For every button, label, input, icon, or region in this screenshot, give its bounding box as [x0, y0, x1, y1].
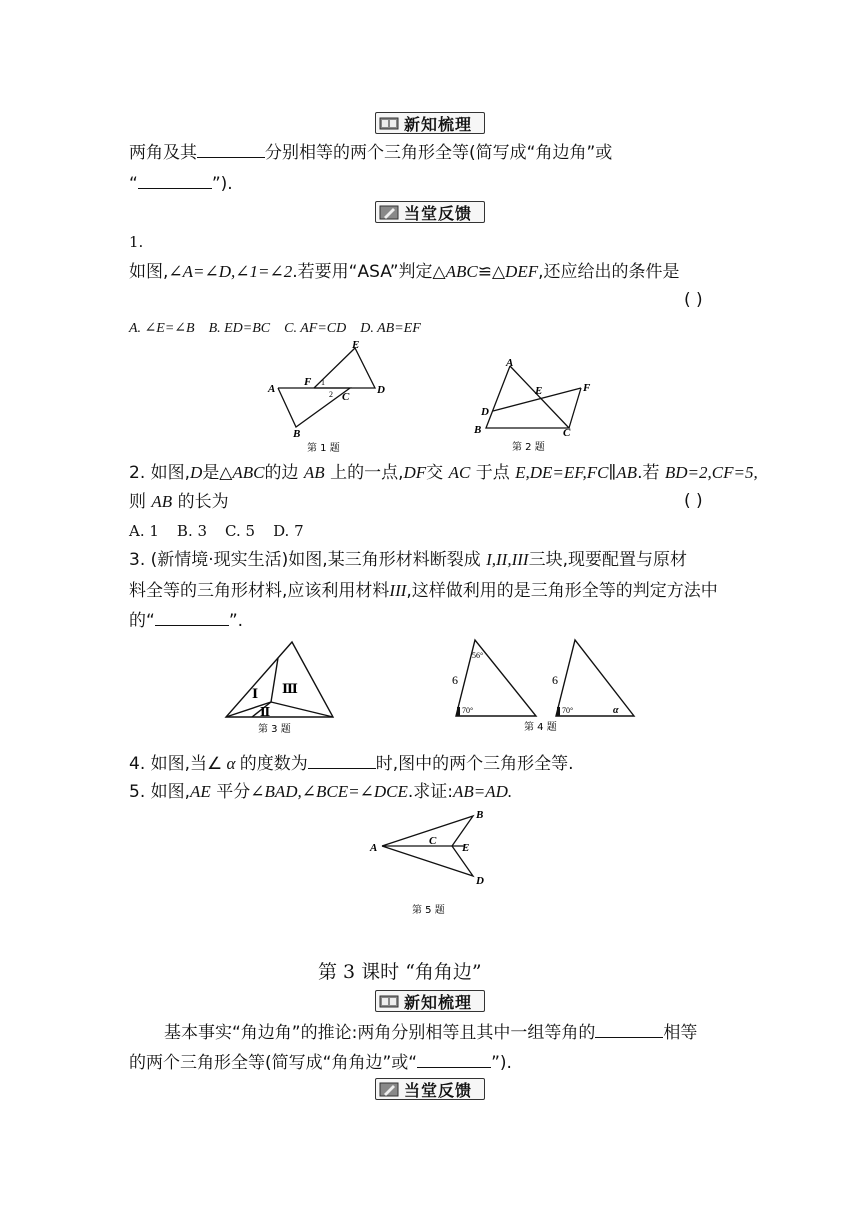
fig1-label-e: E	[352, 339, 360, 351]
q2-option-b[interactable]: B. 3	[176, 522, 208, 540]
fig5-label-b: B	[476, 809, 484, 821]
q1-options	[129, 320, 435, 337]
fig2-label-e: E	[535, 385, 543, 397]
q2-answer-paren[interactable]: ( )	[684, 491, 703, 511]
answer-blank[interactable]	[155, 607, 229, 626]
answer-blank[interactable]	[197, 139, 265, 158]
new-knowledge-label: 新知梳理	[404, 114, 473, 134]
lesson3-line-2: 的两个三角形全等(简写成“角角边”或“ ”).	[129, 1049, 512, 1076]
q1-answer-paren[interactable]: ( )	[684, 290, 703, 310]
fig1-label-1: 1	[321, 378, 325, 387]
fig1-label-a: A	[268, 383, 276, 395]
fig1-caption: 第 1 题	[307, 443, 340, 454]
fig5-label-d: D	[476, 875, 484, 887]
pencil-icon	[379, 205, 399, 220]
fig3-label-iii: Ⅲ	[282, 681, 298, 696]
fig4-label-70-right: 70°	[562, 706, 574, 715]
fig2-caption: 第 2 题	[512, 442, 545, 453]
q2-option-d[interactable]: D. 7	[273, 522, 304, 540]
answer-blank[interactable]	[595, 1019, 663, 1038]
fig3-triangle	[226, 642, 333, 717]
q3-line-2: 料全等的三角形材料,应该利用材料III,这样做利用的是三角形全等的判定方法中	[129, 581, 718, 601]
q2-options	[129, 522, 318, 540]
q2-line-2: 则 AB 的长为	[129, 492, 229, 512]
q2-option-c[interactable]: C. 5	[225, 522, 256, 540]
fig1-triangle-abc	[278, 388, 350, 427]
q1-text: 如图,∠A=∠D,∠1=∠2.若要用“ASA”判定△ABC≌△DEF,还应给出的条件是	[129, 262, 680, 282]
new-knowledge-badge	[375, 112, 485, 134]
intro-line-1: 两角及其 分别相等的两个三角形全等(简写成“角边角”或	[129, 139, 612, 166]
fig2-label-b: B	[474, 424, 482, 436]
figure-2	[470, 356, 600, 456]
feedback-badge	[375, 201, 485, 223]
intro-line-2: “ ”).	[129, 170, 233, 197]
fig4-label-alpha: α	[613, 705, 619, 716]
pencil-icon	[379, 1082, 399, 1097]
q3-line-1: 3. (新情境·现实生活)如图,某三角形材料断裂成 I,II,III三块,现要配置与原材	[129, 550, 687, 570]
fig5-label-e: E	[462, 842, 470, 854]
q2-option-a[interactable]: A. 1	[129, 522, 159, 540]
fig3-label-ii: Ⅱ	[260, 705, 271, 719]
book-icon	[379, 994, 399, 1009]
q1-option-a[interactable]: A. ∠E=∠B	[129, 321, 195, 336]
fig5-caption: 第 5 题	[412, 905, 445, 916]
fig3-caption: 第 3 题	[258, 724, 291, 735]
feedback-badge-2	[375, 1078, 485, 1100]
q1-number: 1.	[129, 233, 144, 251]
fig4-label-6-left: 6	[452, 673, 458, 687]
answer-blank[interactable]	[417, 1049, 491, 1068]
lesson-3-title: 第 3 课时 “角角边”	[318, 961, 482, 983]
q1-option-c[interactable]: C. AF=CD	[284, 321, 347, 336]
book-icon	[379, 116, 399, 131]
fig4-triangle-right	[556, 640, 634, 716]
new-knowledge-label-2: 新知梳理	[404, 992, 473, 1012]
q1-option-b[interactable]: B. ED=BC	[208, 321, 271, 336]
fig5-label-a: A	[370, 842, 378, 854]
q5-line: 5. 如图,AE 平分∠BAD,∠BCE=∠DCE.求证:AB=AD.	[129, 782, 513, 802]
figure-5	[366, 806, 496, 918]
q2-line-1: 2. 如图,D是△ABC的边 AB 上的一点,DF交 AC 于点 E,DE=EF,FC∥AB.若 BD=2,CF=5,	[129, 463, 758, 483]
new-knowledge-badge-2	[375, 990, 485, 1012]
fig4-label-56: 56°	[472, 651, 484, 660]
fig4-triangle-left	[456, 640, 536, 716]
fig2-label-f: F	[583, 382, 591, 394]
fig2-label-a: A	[506, 357, 514, 369]
figure-4	[448, 636, 638, 736]
fig1-label-b: B	[293, 428, 301, 440]
fig3-label-i: Ⅰ	[252, 686, 259, 701]
fig4-caption: 第 4 题	[524, 722, 557, 733]
lesson3-line-1: 基本事实“角边角”的推论:两角分别相等且其中一组等角的 相等	[164, 1019, 697, 1046]
fig2-label-d: D	[481, 406, 489, 418]
feedback-label: 当堂反馈	[404, 203, 473, 223]
fig2-label-c: C	[563, 427, 571, 439]
answer-blank[interactable]	[138, 170, 212, 189]
answer-blank[interactable]	[308, 750, 376, 769]
fig1-label-d: D	[377, 384, 385, 396]
fig2-triangle-abc	[486, 366, 569, 428]
q4-line: 4. 如图,当∠ α 的度数为 时,图中的两个三角形全等.	[129, 750, 574, 777]
fig5-label-c: C	[429, 835, 437, 847]
feedback-label-2: 当堂反馈	[404, 1080, 473, 1100]
fig4-label-70-left: 70°	[462, 706, 474, 715]
fig4-label-6-right: 6	[552, 673, 558, 687]
figure-3	[222, 638, 340, 738]
figure-1	[262, 338, 392, 456]
q3-line-3: 的“ ”.	[129, 607, 243, 634]
fig1-label-c: C	[342, 391, 350, 403]
q1-option-d[interactable]: D. AB=EF	[360, 321, 421, 336]
fig1-label-2: 2	[329, 390, 333, 399]
fig1-label-f: F	[304, 376, 312, 388]
